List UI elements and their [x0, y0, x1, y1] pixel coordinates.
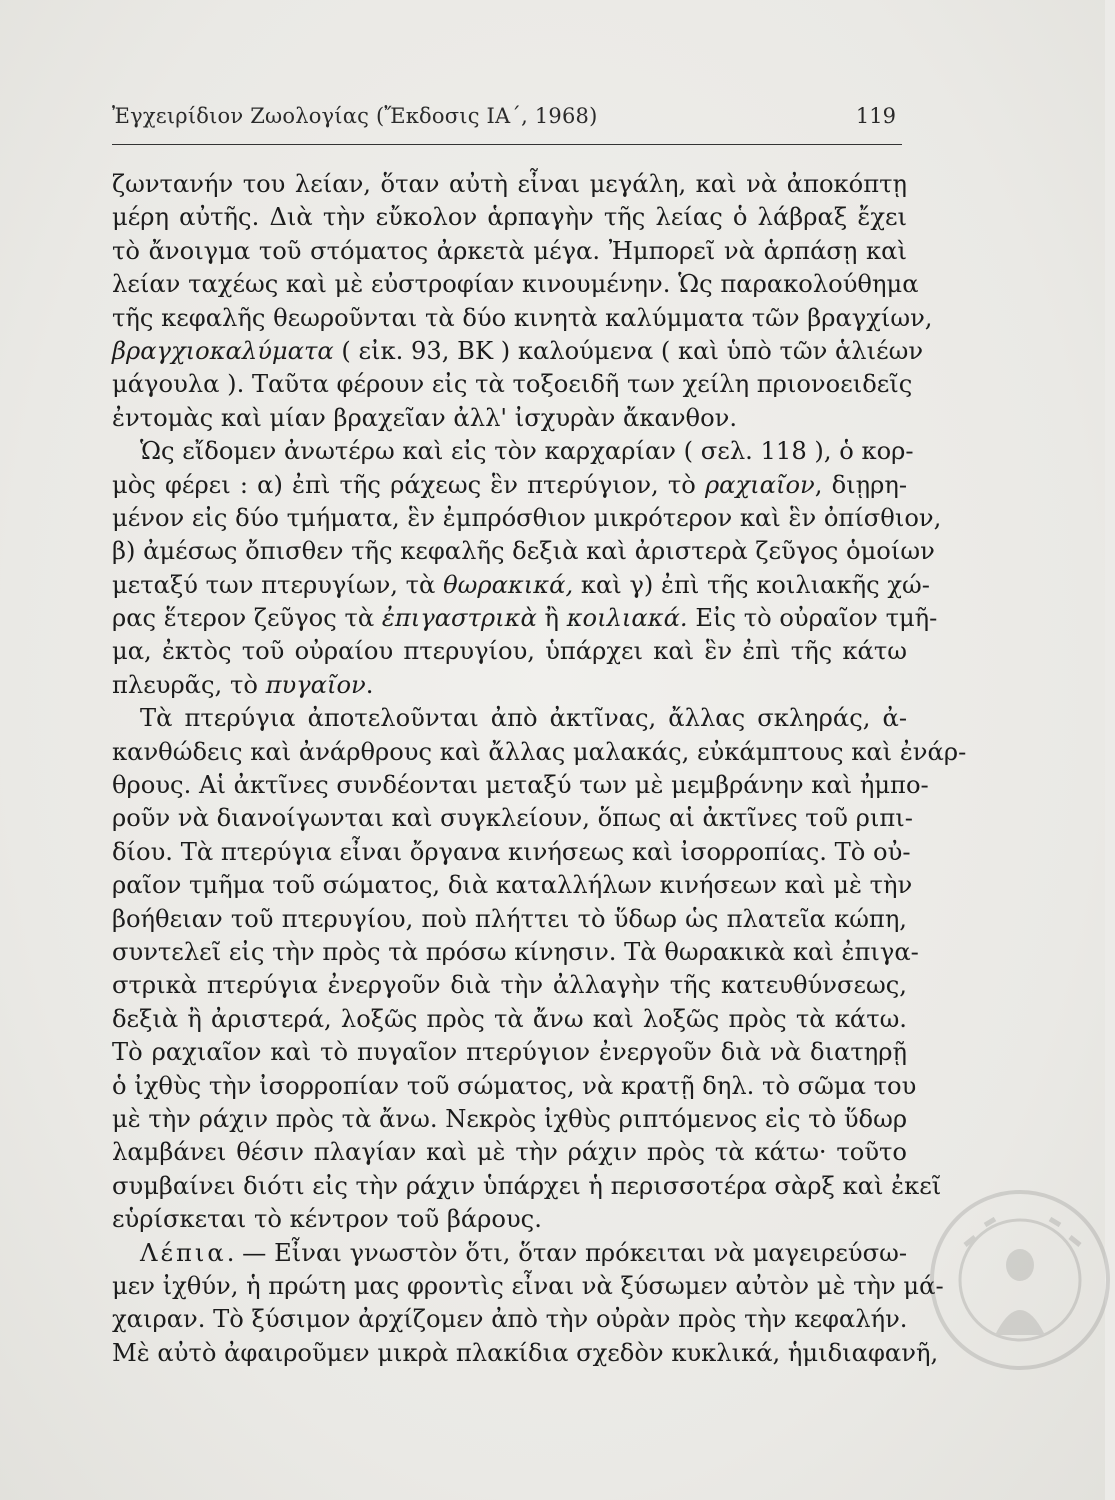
text-line: τῆς κεφαλῆς θεωροῦνται τὰ δύο κινητὰ καλύμματα τῶν βραγχίων, — [112, 303, 933, 332]
body-text — [112, 168, 967, 1370]
italic-term: πυγαῖον — [265, 670, 366, 699]
text-line: μὸς φέρει : α) ἐπὶ τῆς ράχεως ἓν πτερύγιον, τὸ ραχιαῖον, διῃρη- — [112, 470, 907, 499]
text-line: βραγχιοκαλύματα ( εἰκ. 93, ΒΚ ) καλούμενα ( καὶ ὑπὸ τῶν ἁλιέων — [112, 336, 924, 365]
text-line: λαμβάνει θέσιν πλαγίαν καὶ μὲ τὴν ράχιν πρὸς τὰ κάτω· τοῦτο — [112, 1138, 907, 1167]
text-line: βοήθειαν τοῦ πτερυγίου, ποὺ πλήττει τὸ ὕδωρ ὡς πλατεῖα κώπη, — [112, 904, 907, 933]
text-line: πλευρᾶς, τὸ πυγαῖον. — [112, 670, 374, 699]
text-line: χαιραν. Τὸ ξύσιμον ἀρχίζομεν ἀπὸ τὴν οὐρὰν πρὸς τὴν κεφαλήν. — [112, 1305, 908, 1334]
text-line: λείαν ταχέως καὶ μὲ εὐστροφίαν κινουμένην. Ὡς παρακολούθημα — [112, 270, 919, 299]
text-line: στρικὰ πτερύγια ἐνεργοῦν διὰ τὴν ἀλλαγὴν τῆς κατευθύνσεως, — [112, 971, 907, 1000]
text-line: θρους. Αἱ ἀκτῖνες συνδέονται μεταξύ των μὲ μεμβράνην καὶ ἠμπο- — [112, 771, 929, 800]
text-line: ἐντομὰς καὶ μίαν βραχεῖαν ἀλλ' ἰσχυρὰν ἄκανθον. — [112, 403, 738, 432]
text-line: εὑρίσκεται τὸ κέντρον τοῦ βάρους. — [112, 1205, 542, 1234]
text-line: συμβαίνει διότι εἰς τὴν ράχιν ὑπάρχει ἡ περισσοτέρα σὰρξ καὶ ἐκεῖ — [112, 1171, 942, 1200]
italic-term: ραχιαῖον — [704, 470, 815, 499]
text-line: συντελεῖ εἰς τὴν πρὸς τὰ πρόσω κίνησιν. Τὰ θωρακικὰ καὶ ἐπιγα- — [112, 937, 919, 966]
italic-term: κοιλιακά. — [566, 604, 688, 633]
text-line: ραῖον τμῆμα τοῦ σώματος, διὰ καταλλήλων κινήσεων καὶ μὲ τὴν — [112, 871, 913, 900]
italic-term: θωρακικά, — [443, 570, 574, 599]
text-line: μεταξύ των πτερυγίων, τὰ θωρακικά, καὶ γ) ἐπὶ τῆς κοιλιακῆς χώ- — [112, 570, 930, 599]
text-line: Ὡς εἴδομεν ἀνωτέρω καὶ εἰς τὸν καρχαρίαν ( σελ. 118 ), ὁ κορ- — [140, 437, 914, 466]
text-line: Τὰ πτερύγια ἀποτελοῦνται ἀπὸ ἀκτῖνας, ἄλλας σκληράς, ἀ- — [140, 704, 907, 733]
text-line: μα, ἐκτὸς τοῦ οὐραίου πτερυγίου, ὑπάρχει καὶ ἓν ἐπὶ τῆς κάτω — [112, 637, 907, 666]
text-line: ροῦν νὰ διανοίγωνται καὶ συγκλείουν, ὅπως αἱ ἀκτῖνες τοῦ ριπι- — [112, 804, 913, 833]
text-line: δεξιὰ ἢ ἀριστερά, λοξῶς πρὸς τὰ ἄνω καὶ λοξῶς πρὸς τὰ κάτω. — [112, 1004, 907, 1033]
text-line: μάγουλα ). Ταῦτα φέρουν εἰς τὰ τοξοειδῆ των χείλη πριονοειδεῖς — [112, 370, 913, 399]
text-line: μὲ τὴν ράχιν πρὸς τὰ ἄνω. Νεκρὸς ἰχθὺς ριπτόμενος εἰς τὸ ὕδωρ — [112, 1104, 908, 1133]
italic-term: ἐπιγαστρικὰ — [381, 604, 537, 633]
italic-term: βραγχιοκαλύματα — [112, 336, 334, 365]
text-line: ζωντανήν του λείαν, ὅταν αὐτὴ εἶναι μεγάλη, καὶ νὰ ἀποκόπτῃ — [112, 170, 907, 198]
text-line: μένον εἰς δύο τμήματα, ἓν ἐμπρόσθιον μικρότερον καὶ ἓν ὀπίσθιον, — [112, 503, 942, 532]
text-line: μέρη αὐτῆς. Διὰ τὴν εὔκολον ἁρπαγὴν τῆς λείας ὁ λάβραξ ἔχει — [112, 203, 907, 232]
text-line: β) ἀμέσως ὄπισθεν τῆς κεφαλῆς δεξιὰ καὶ ἀριστερὰ ζεῦγος ὁμοίων — [112, 537, 935, 566]
text-line: Τὸ ραχιαῖον καὶ τὸ πυγαῖον πτερύγιον ἐνεργοῦν διὰ νὰ διατηρῇ — [112, 1038, 907, 1067]
library-stamp-icon — [925, 1185, 1115, 1375]
text-line: Λέπια. — Εἶναι γνωστὸν ὅτι, ὅταν πρόκειται νὰ μαγειρεύσω- — [140, 1238, 907, 1267]
section-keyword: Λέπια — [140, 1238, 227, 1267]
text-line: δίου. Τὰ πτερύγια εἶναι ὄργανα κινήσεως καὶ ἰσορροπίας. Τὸ οὐ- — [112, 837, 911, 866]
text-line: ὁ ἰχθὺς τὴν ἰσορροπίαν τοῦ σώματος, νὰ κρατῇ δηλ. τὸ σῶμα του — [112, 1071, 917, 1100]
text-line: μεν ἰχθύν, ἡ πρώτη μας φροντὶς εἶναι νὰ ξύσωμεν αὐτὸν μὲ τὴν μά- — [112, 1271, 944, 1300]
text-line: ρας ἕτερον ζεῦγος τὰ ἐπιγαστρικὰ ἢ κοιλιακά. Εἰς τὸ οὐραῖον τμῆ- — [112, 604, 938, 633]
text-line: κανθώδεις καὶ ἀνάρθρους καὶ ἄλλας μαλακάς, εὐκάμπτους καὶ ἐνάρ- — [112, 737, 967, 766]
running-title: Ἐγχειρίδιον Ζωολογίας (Ἔκδοσις ΙΑ΄, 1968) — [112, 104, 598, 128]
text-line: Μὲ αὐτὸ ἀφαιροῦμεν μικρὰ πλακίδια σχεδὸν κυκλικά, ἡμιδιαφανῆ, — [112, 1338, 939, 1367]
text-line: τὸ ἄνοιγμα τοῦ στόματος ἀρκετὰ μέγα. Ἠμπορεῖ νὰ ἁρπάσῃ καὶ — [112, 236, 907, 265]
running-header — [112, 100, 902, 145]
page-number: 119 — [855, 104, 896, 128]
